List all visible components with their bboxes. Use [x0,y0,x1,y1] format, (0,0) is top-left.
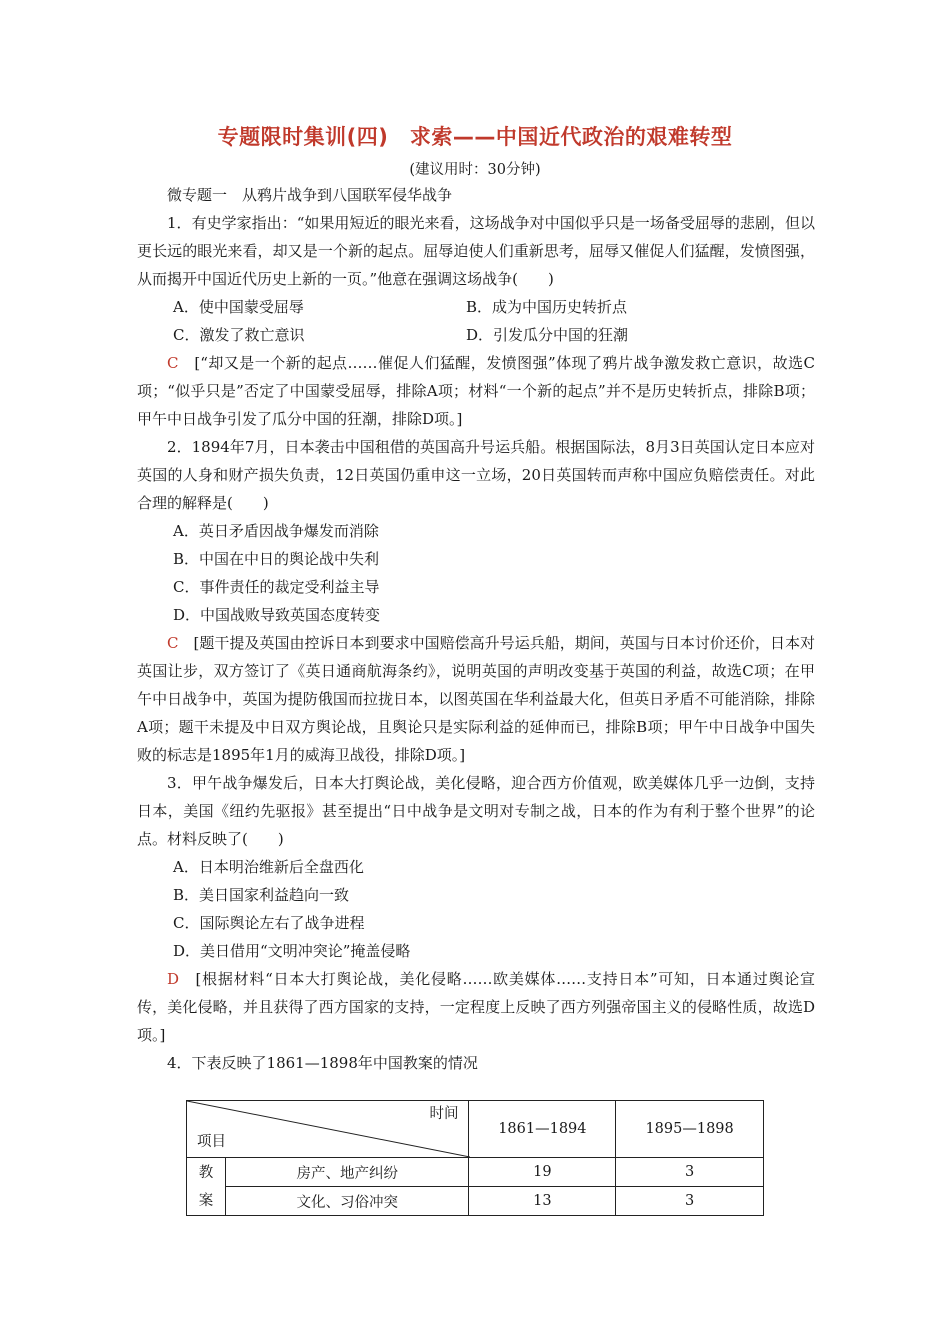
diagonal-line [187,1101,470,1157]
question-stem: 4．下表反映了1861—1898年中国教案的情况 [167,1054,478,1072]
missionary-cases-table [186,1100,764,1216]
option-a: A．日本明治维新后全盘西化 [173,858,364,876]
question-4 [137,1049,815,1077]
diagonal-header-cell [187,1101,469,1158]
explanation-text: [根据材料“日本大打舆论战，美化侵略……欧美媒体……支持日本”可知，日本通过舆论宣传，美化侵略，并且获得了西方国家的支持，一定程度上反映了西方列强帝国主义的侵略性质，故选D项。] [137,970,815,1044]
column-header-1861-1894: 1861—1894 [469,1101,616,1158]
table-cell: 13 [469,1187,616,1216]
option-row [173,293,815,321]
question-3 [137,769,815,1049]
section-heading: 微专题一 从鸦片战争到八国联军侵华战争 [167,186,453,204]
option-b: B．成为中国历史转折点 [466,298,628,316]
question-stem: 3．甲午战争爆发后，日本大打舆论战，美化侵略，迎合西方价值观，欧美媒体几乎一边倒，支持日本，美国《纽约先驱报》甚至提出“日中战争是文明对专制之战，日本的作为有利于整个世界”的论点。材料反映了( ) [137,774,815,848]
answer-explanation [137,349,815,433]
option-b: B．中国在中日的舆论战中失利 [173,550,380,568]
option-b: B．美日国家利益趋向一致 [173,886,350,904]
option-row [173,321,815,349]
table-cell: 19 [469,1158,616,1187]
option-a: A．英日矛盾因战争爆发而消除 [173,522,379,540]
question-1 [137,209,815,433]
option-a: A．使中国蒙受屈辱 [173,298,304,316]
explanation-text: [题干提及英国由控诉日本到要求中国赔偿高升号运兵船，期间，英国与日本讨价还价，日本对英国让步，双方签订了《英日通商航海条约》，说明英国的声明改变基于英国的利益，故选C项；在甲午中日战争中，英国为提防俄国而拉拢日本，以图英国在华利益最大化，但英日矛盾不可能消除，排除A项；题干未提及中日双方舆论战，且舆论只是实际利益的延伸而已，排除B项；甲午中日战争中国失败的标志是1895年1月的威海卫战役，排除D项。] [137,634,815,764]
table-cell: 3 [616,1158,764,1187]
suggested-time: (建议用时：30分钟) [409,162,541,178]
answer-explanation [137,629,815,769]
question-stem: 2．1894年7月，日本袭击中国租借的英国高升号运兵船。根据国际法，8月3日英国认定日本应对英国的人身和财产损失负责，12日英国仍重申这一立场，20日英国转而声称中国应负赔偿责任。对此合理的解释是( ) [137,438,815,512]
explanation-text: [“却又是一个新的起点……催促人们猛醒，发愤图强”体现了鸦片战争激发救亡意识，故选C项；“似乎只是”否定了中国蒙受屈辱，排除A项；材料“一个新的起点”并不是历史转折点，排除B项；甲午中日战争引发了瓜分中国的狂潮，排除D项。] [137,354,815,428]
table-cell: 3 [616,1187,764,1216]
answer-letter: C [167,634,179,652]
answer-explanation [137,965,815,1049]
option-d: D．引发瓜分中国的狂潮 [466,326,629,344]
option-c: C．事件责任的裁定受利益主导 [173,578,380,596]
page-title: 专题限时集训(四) 求索——中国近代政治的艰难转型 [217,125,733,149]
question-2 [137,433,815,769]
option-c: C．激发了救亡意识 [173,326,305,344]
option-c: C．国际舆论左右了战争进程 [173,914,365,932]
row-label: 房产、地产纠纷 [225,1158,469,1187]
header-time: 时间 [429,1106,459,1122]
table-row [187,1187,764,1216]
document-body [137,181,815,1077]
option-d: D．美日借用“文明冲突论”掩盖侵略 [173,942,411,960]
row-label: 文化、习俗冲突 [225,1187,469,1216]
question-stem: 1．有史学家指出：“如果用短近的眼光来看，这场战争对中国似乎只是一场备受屈辱的悲剧，但以更长远的眼光来看，却又是一个新的起点。屈辱迫使人们重新思考，屈辱又催促人们猛醒，发愤图强，从而揭开中国近代历史上新的一页。”他意在强调这场战争( ) [137,214,815,288]
column-header-1895-1898: 1895—1898 [616,1101,764,1158]
group-label: 教 案 [187,1158,226,1216]
table-row [187,1158,764,1187]
header-item: 项目 [197,1134,226,1150]
option-d: D．中国战败导致英国态度转变 [173,606,381,624]
answer-letter: C [167,354,179,372]
answer-letter: D [167,970,180,988]
